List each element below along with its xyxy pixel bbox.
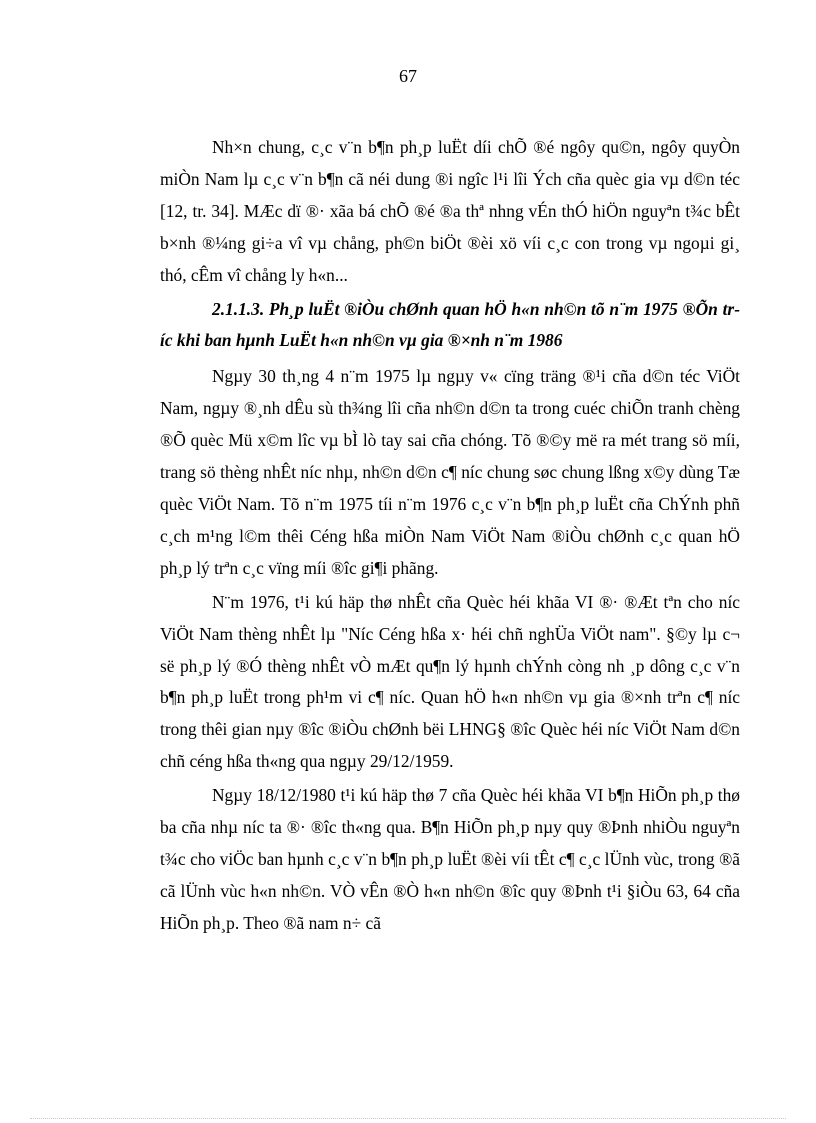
footer-divider [30, 1118, 786, 1119]
body-paragraph: N¨m 1976, t¹i kú häp thø nhÊt cña Quèc héi khãa VI ®· ®Æt tªn cho níc ViÖt Nam thèng nhÊt lµ "Níc Céng hßa x· héi chñ nghÜa ViÖt nam". §©y lµ c¬ së ph¸p lý ®Ó thèng nhÊt vÒ mÆt qu¶n lý hµnh chÝnh còng nh ¸p dông c¸c v¨n b¶n ph¸p luËt trong ph¹m vi c¶ níc. Quan hÖ h«n nh©n vµ gia ®×nh trªn c¶ níc trong thêi gian nµy ®îc ®iÒu chØnh bëi LHNG§ ®îc Quèc héi níc ViÖt Nam d©n chñ céng hßa th«ng qua ngµy 29/12/1959. [160, 591, 740, 772]
body-paragraph: Ngµy 30 th¸ng 4 n¨m 1975 lµ ngµy v« cïng träng ®¹i cña d©n téc ViÖt Nam, ngµy ®¸nh dÊu sù th¾ng lîi cña nh©n d©n ta trong cuéc chiÕn tranh chèng ®Õ quèc Mü x©m lîc vµ bÌ lò tay sai cña chóng. Tõ ®©y më ra mét trang sö míi, trang sö thèng nhÊt níc nhµ, nh©n d©n c¶ níc chung søc chung lßng x©y dùng Tæ quèc ViÖt Nam. Tõ n¨m 1975 tíi n¨m 1976 c¸c v¨n b¶n ph¸p luËt cña ChÝnh phñ c¸ch m¹ng l©m thêi Céng hßa miÒn Nam ViÖt Nam ®iÒu chØnh c¸c quan hÖ ph¸p lý trªn c¸c vïng míi ®îc gi¶i phãng. [160, 366, 740, 578]
body-paragraph: Nh×n chung, c¸c v¨n b¶n ph¸p luËt díi chÕ ®é ngôy qu©n, ngôy quyÒn miÒn Nam lµ c¸c v¨n b¶n cã néi dung ®i ngîc l¹i lîi Ých cña quèc gia vµ d©n téc [12, tr. 34]. MÆc dï ®· xãa bá chÕ ®é ®a thª nhng vÉn thÓ hiÖn nguyªn t¾c bÊt b×nh ®¼ng gi÷a vî vµ chång, ph©n biÖt ®èi xö víi c¸c con trong vµ ngoµi gi¸ thó, cÊm vî chång ly h«n... [160, 137, 740, 285]
section-heading: 2.1.1.3. Ph¸p luËt ®iÒu chØnh quan hÖ h«n nh©n tõ n¨m 1975 ®Õn tríc khi ban hµnh LuËt h«n nh©n vµ gia ®×nh n¨m 1986 [160, 298, 740, 351]
document-body [160, 132, 740, 942]
body-paragraph: Ngµy 18/12/1980 t¹i kú häp thø 7 cña Quèc héi khãa VI b¶n HiÕn ph¸p thø ba cña nhµ níc ta ®· ®îc th«ng qua. B¶n HiÕn ph¸p nµy quy ®Þnh nhiÒu nguyªn t¾c cho viÖc ban hµnh c¸c v¨n b¶n ph¸p luËt ®èi víi tÊt c¶ c¸c lÜnh vùc, trong ®ã cã lÜnh vùc h«n nh©n. VÒ vÊn ®Ò h«n nh©n ®îc quy ®Þnh t¹i §iÒu 63, 64 cña HiÕn ph¸p. Theo ®ã nam n÷ cã [160, 785, 740, 933]
page-number: 67 [399, 66, 417, 86]
